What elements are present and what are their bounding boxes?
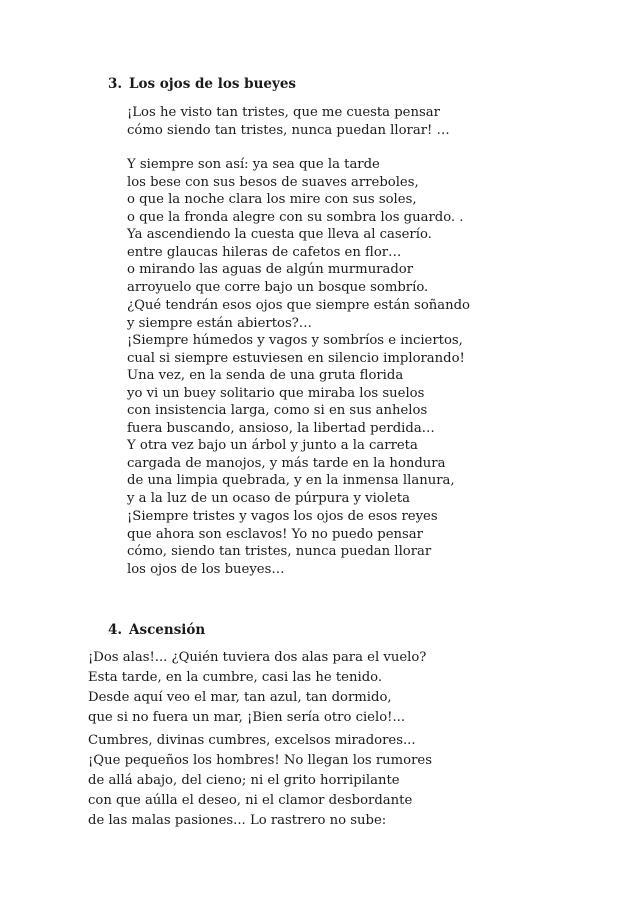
poem-3-stanza-7 (127, 508, 438, 578)
verse-line: o mirando las aguas de algún murmurador (127, 262, 414, 278)
verse-line: ¡Siempre húmedos y vagos y sombríos e inciertos, (127, 333, 463, 349)
verse-line: cómo, siendo tan tristes, nunca puedan llorar (127, 544, 432, 560)
verse-line: Y siempre son así: ya sea que la tarde (127, 157, 380, 172)
verse-line: Cumbres, divinas cumbres, excelsos miradores... (88, 733, 416, 748)
poem-3-stanza-3 (127, 226, 432, 296)
verse-line: entre glaucas hileras de cafetos en flor… (127, 244, 402, 260)
poem-3-stanza-6 (127, 437, 455, 507)
poem-3-stanza-4 (127, 297, 470, 367)
poem-3-stanza-1 (127, 104, 450, 139)
section-3-heading (108, 75, 296, 93)
verse-line: y siempre están abiertos?… (127, 315, 312, 331)
verse-line: cargada de manojos, y más tarde en la hondura (127, 455, 446, 471)
verse-line: y a la luz de un ocaso de púrpura y violeta (127, 490, 410, 506)
verse-line: que ahora son esclavos! Yo no puedo pensar (127, 526, 423, 542)
verse-line: arroyuelo que corre bajo un bosque sombrío. (127, 279, 429, 295)
verse-line: o que la fronda alegre con su sombra los guardo. . (127, 209, 464, 225)
verse-line: de allá abajo, del cieno; ni el grito horripilante (88, 773, 400, 788)
section-4-heading (108, 621, 205, 639)
verse-line: Una vez, en la senda de una gruta florida (127, 368, 404, 383)
verse-line: cual si siempre estuviesen en silencio implorando! (127, 350, 465, 366)
verse-line: los bese con sus besos de suaves arreboles, (127, 174, 419, 190)
verse-line: ¡Dos alas!... ¿Quién tuviera dos alas para el vuelo? (88, 650, 427, 665)
verse-line: con insistencia larga, como si en sus anhelos (127, 403, 428, 419)
verse-line: Desde aquí veo el mar, tan azul, tan dormido, (88, 690, 392, 705)
poem-3-stanza-5 (127, 367, 435, 437)
section-4-number: 4. (108, 622, 123, 638)
verse-line: fuera buscando, ansioso, la libertad perdida… (127, 420, 435, 436)
section-3-title: Los ojos de los bueyes (129, 76, 297, 92)
poem-3-stanza-2 (127, 156, 464, 226)
verse-line: los ojos de los bueyes… (127, 561, 285, 577)
verse-line: Ya ascendiendo la cuesta que lleva al caserío. (127, 227, 432, 242)
verse-line: con que aúlla el deseo, ni el clamor desbordante (88, 793, 413, 808)
verse-line: cómo siendo tan tristes, nunca puedan llorar! … (127, 122, 450, 138)
verse-line: ¡Siempre tristes y vagos los ojos de esos reyes (127, 509, 438, 524)
verse-line: Esta tarde, en la cumbre, casi las he tenido. (88, 670, 383, 685)
verse-line: ¿Qué tendrán esos ojos que siempre están soñando (127, 298, 470, 313)
verse-line: ¡Los he visto tan tristes, que me cuesta pensar (127, 105, 440, 120)
verse-line: ¡Que pequeños los hombres! No llegan los rumores (88, 753, 432, 768)
verse-line: que si no fuera un mar, ¡Bien sería otro cielo!... (88, 710, 406, 725)
verse-line: de las malas pasiones... Lo rastrero no sube: (88, 813, 387, 828)
verse-line: de una limpia quebrada, y en la inmensa llanura, (127, 473, 455, 489)
poem-4-stanza-1 (88, 648, 426, 728)
verse-line: o que la noche clara los mire con sus soles, (127, 192, 417, 208)
poem-4-stanza-2 (88, 731, 432, 831)
section-3-number: 3. (108, 76, 123, 92)
verse-line: Y otra vez bajo un árbol y junto a la carreta (127, 438, 418, 453)
verse-line: yo vi un buey solitario que miraba los suelos (127, 385, 425, 401)
section-4-title: Ascensión (129, 622, 206, 638)
